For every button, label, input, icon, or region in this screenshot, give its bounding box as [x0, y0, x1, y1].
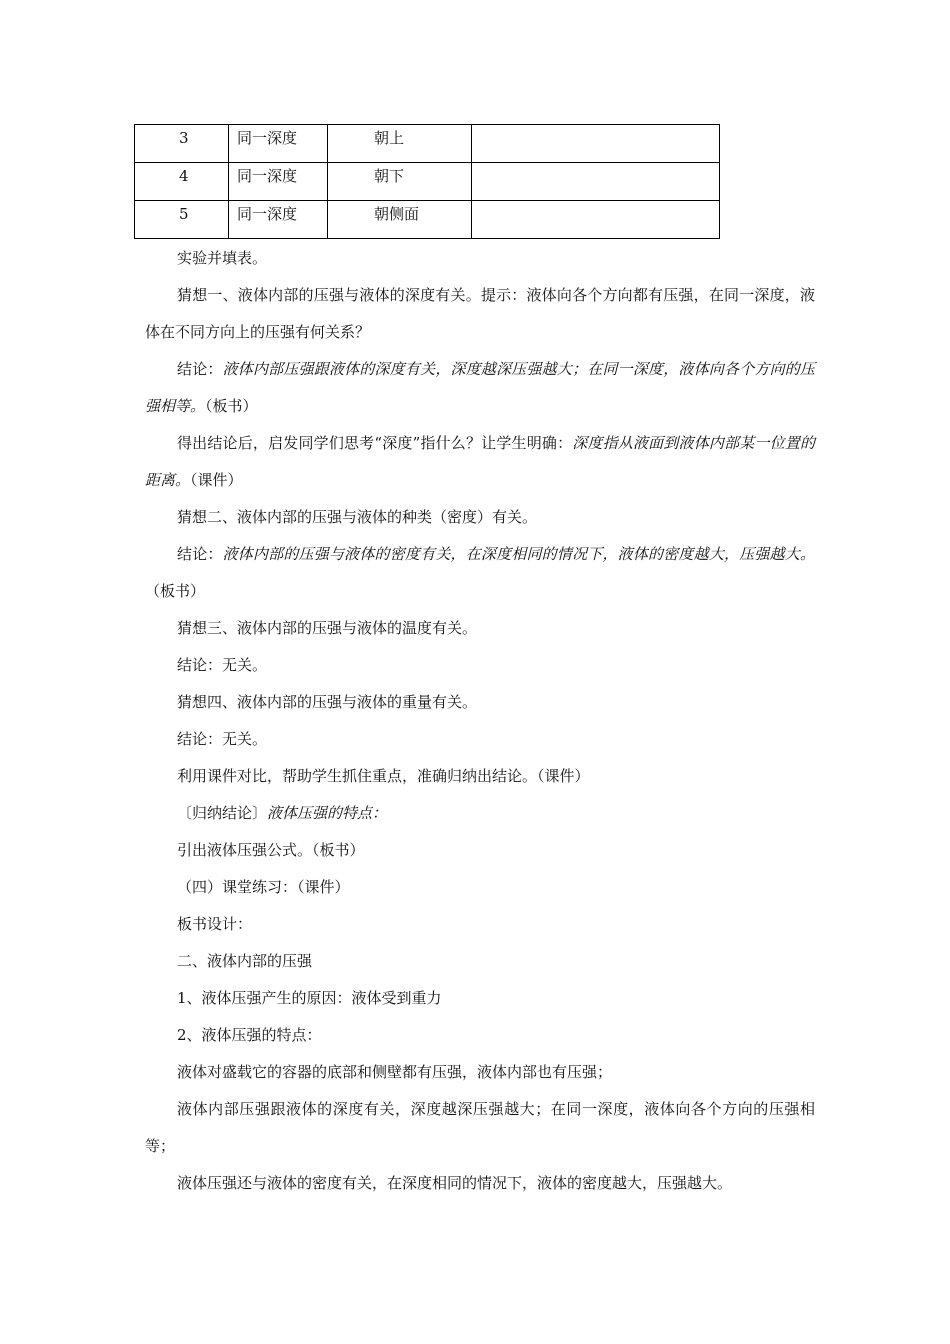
paragraph: 液体压强还与液体的密度有关，在深度相同的情况下，液体的密度越大，压强越大。 — [177, 1174, 733, 1192]
table-row — [135, 125, 720, 163]
note: （板书） — [205, 397, 258, 415]
paragraph: （四）课堂练习：（课件） — [177, 878, 350, 896]
text: 〔归纳结论〕 — [177, 804, 268, 822]
paragraph: 猜想一、液体内部的压强与液体的深度有关。提示：液体向各个方向都有压强，在同一深度，液体在不同方向上的压强有何关系？ — [145, 286, 815, 341]
emphasis: 液体压强的特点： — [267, 804, 388, 822]
paragraph: 猜想四、液体内部的压强与液体的重量有关。 — [177, 693, 478, 711]
paragraph-depth — [145, 425, 815, 499]
cell-result — [472, 125, 720, 163]
paragraph: 1、液体压强产生的原因：液体受到重力 — [177, 989, 442, 1007]
paragraph: 引出液体压强公式。（板书） — [177, 841, 365, 859]
cell-depth: 同一深度 — [229, 163, 328, 201]
paragraph: 2、液体压强的特点： — [177, 1026, 322, 1044]
note: （板书） — [145, 582, 206, 600]
emphasis: 液体内部的压强与液体的密度有关，在深度相同的情况下，液体的密度越大，压强越大。 — [222, 545, 815, 563]
paragraph: 猜想三、液体内部的压强与液体的温度有关。 — [177, 619, 478, 637]
cell-result — [472, 163, 720, 201]
cell-no: 5 — [135, 201, 229, 239]
cell-direction: 朝上 — [328, 125, 472, 163]
paragraph: 猜想二、液体内部的压强与液体的种类（密度）有关。 — [177, 508, 538, 526]
paragraph: 液体内部压强跟液体的深度有关，深度越深压强越大；在同一深度，液体向各个方向的压强相等； — [145, 1100, 815, 1155]
label: 结论： — [177, 360, 223, 378]
table-row — [135, 163, 720, 201]
experiment-table — [134, 124, 720, 239]
cell-depth: 同一深度 — [229, 125, 328, 163]
table-row — [135, 201, 720, 239]
paragraph-conclusion-1 — [145, 351, 815, 425]
emphasis: 液体内部压强跟液体的深度有关，深度越深压强越大；在同一深度，液体向各个方向的压强相等。 — [145, 360, 815, 415]
body-text — [145, 240, 815, 1202]
paragraph-conclusion-2 — [145, 536, 815, 610]
note: （课件） — [190, 471, 243, 489]
paragraph: 结论：无关。 — [177, 656, 268, 674]
paragraph: 利用课件对比，帮助学生抓住重点，准确归纳出结论。（课件） — [177, 767, 590, 785]
cell-no: 4 — [135, 163, 229, 201]
paragraph: 二、液体内部的压强 — [177, 952, 313, 970]
text: 得出结论后，启发同学们思考“深度”指什么？让学生明确： — [177, 434, 573, 452]
cell-direction: 朝侧面 — [328, 201, 472, 239]
cell-no: 3 — [135, 125, 229, 163]
cell-direction: 朝下 — [328, 163, 472, 201]
paragraph: 结论：无关。 — [177, 730, 268, 748]
paragraph: 板书设计： — [177, 915, 253, 933]
cell-depth: 同一深度 — [229, 201, 328, 239]
emphasis: 深度指从液面到液体内部某一位置的距离。 — [145, 434, 815, 489]
cell-result — [472, 201, 720, 239]
paragraph: 实验并填表。 — [177, 249, 268, 267]
paragraph-summary — [145, 795, 815, 832]
label: 结论： — [177, 545, 223, 563]
paragraph: 液体对盛载它的容器的底部和侧壁都有压强，液体内部也有压强； — [177, 1063, 613, 1081]
